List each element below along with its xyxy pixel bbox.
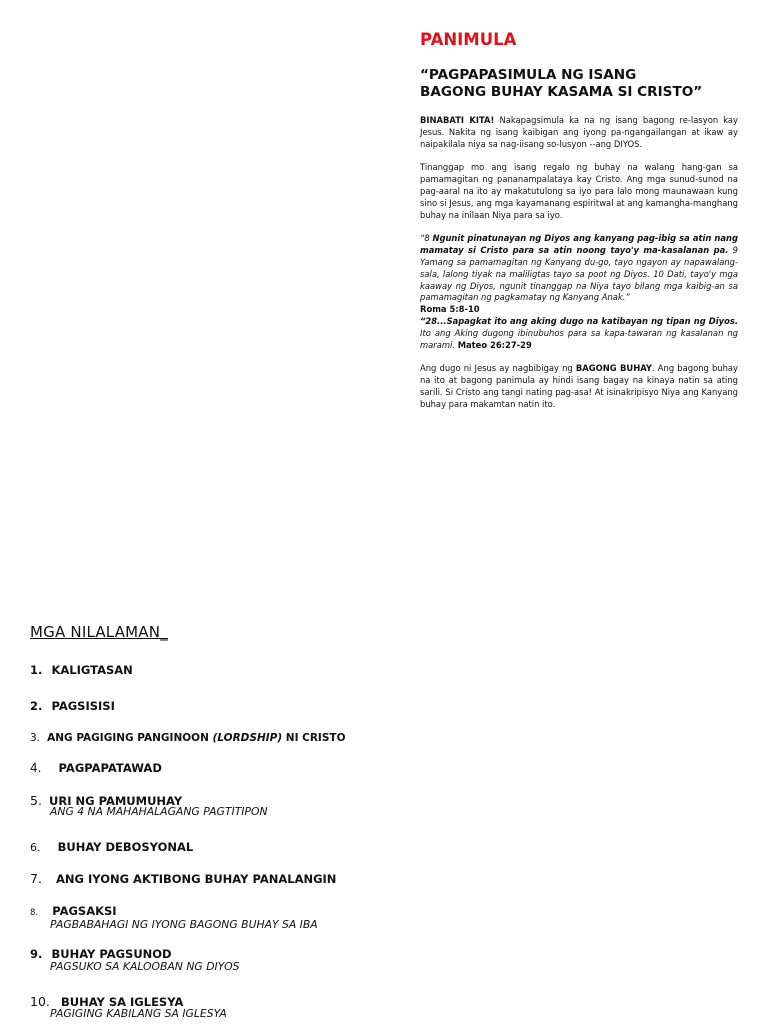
toc-label: BUHAY PAGSUNOD (51, 947, 172, 961)
toc-label-italic: (LORDSHIP) (212, 732, 283, 744)
verse-matthew-ref: Mateo 26:27-29 (457, 339, 532, 350)
verse-open: “8 (420, 233, 433, 244)
toc-label: URI NG PAMUMUHAY (49, 794, 183, 808)
toc-num: 2. (30, 699, 43, 713)
toc-num: 7. (30, 871, 42, 886)
scripture-block (420, 233, 738, 351)
toc-item-3 (30, 726, 346, 745)
toc-label: KALIGTASAN (51, 663, 133, 677)
toc-label: PAGPAPATAWAD (58, 761, 162, 775)
toc-label: PAGSISISI (51, 699, 115, 713)
toc-label: ANG IYONG AKTIBONG BUHAY PANALANGIN (56, 872, 337, 886)
intro-paragraph-2: Tinanggap mo ang isang regalo ng buhay na walang hang-gan sa pamamagitan ng pananampalataya kay Cristo. Ang mga sunud-sunod na pag-aaral na ito ay makatutulong sa iyo para lalo mong maunawaan kung sino si Jesus, ang mga kayamanang espiritwal at ang kamangha-manghang buhay na inilaan Niya para sa iyo. (420, 162, 738, 220)
section-heading: PANIMULA (420, 30, 517, 49)
verse-romans-ref: Roma 5:8-10 (420, 304, 480, 315)
p3-bold: BAGONG BUHAY (575, 363, 652, 374)
toc-num: 3. (30, 732, 41, 744)
toc-subtitle: PAGSUKO SA KALOOBAN NG DIYOS (50, 960, 240, 973)
toc-item-8 (30, 900, 117, 919)
toc-label (47, 732, 345, 744)
toc-item-4 (30, 757, 162, 776)
toc-num: 10. (30, 994, 50, 1009)
toc-num: 1. (30, 663, 43, 677)
intro-section (420, 30, 738, 411)
intro-paragraph-1-text: Nakapagsimula ka na ng isang bagong re-lasyon kay Jesus. Nakita ng isang kaibigan ang iyong pa-ngangailangan at ikaw ay naipakilala niya sa nag-iisang so-lusyon --ang DIYOS. (420, 115, 739, 149)
toc-item-7 (30, 868, 336, 887)
verse-matthew (420, 316, 738, 351)
verse-romans (420, 233, 738, 316)
toc-subtitle: PAGBABAHAGI NG IYONG BAGONG BUHAY SA IBA (50, 918, 318, 931)
toc-subtitle: ANG 4 NA MAHAHALAGANG PAGTITIPON (50, 805, 268, 818)
verse-matthew-rest: Ito ang Aking dugong ibinubuhos para sa kapa-tawaran ng kasalanan ng marami. (420, 327, 738, 350)
subtitle-line-1: “PAGPAPASIMULA NG ISANG (420, 67, 637, 83)
toc-label-a: ANG PAGIGING PANGINOON (47, 732, 213, 744)
toc-item-2 (30, 695, 115, 714)
toc-item-6 (30, 836, 193, 855)
table-of-contents (30, 623, 450, 1020)
toc-num: 6. (30, 841, 41, 854)
toc-num: 9. (30, 947, 43, 961)
greeting: BINABATI KITA! (420, 115, 495, 125)
toc-label: BUHAY DEBOSYONAL (57, 840, 194, 854)
p3-a: Ang dugo ni Jesus ay nagbibigay ng (420, 363, 576, 374)
toc-num: 5. (30, 793, 42, 808)
toc-title: MGA NILALAMAN_ (30, 623, 168, 641)
toc-num: 4. (30, 761, 42, 775)
toc-label-b: NI CRISTO (282, 732, 346, 744)
toc-item-1 (30, 659, 133, 678)
p3-b: . Ang bagong buhay na ito at bagong panimula ay hindi isang bagay na kinaya natin sa ating sarili. Si Cristo ang tangi nating pag-asa! At isinakripisyo Niya ang Kanyang buhay para makamtan natin ito. (420, 363, 738, 409)
toc-num: 8. (30, 908, 39, 918)
verse-matthew-bold: “28...Sapagkat ito ang aking dugo na katibayan ng tipan ng Diyos. (420, 315, 738, 326)
toc-label: PAGSAKSI (52, 904, 117, 918)
section-subtitle (420, 67, 738, 101)
verse-romans-bold: Ngunit pinatunayan ng Diyos ang kanyang pag-ibig sa atin nang mamatay si Cristo para sa atin noong tayo'y ma-kasalanan pa. (420, 233, 738, 256)
intro-paragraph-3 (420, 363, 738, 410)
toc-label: BUHAY SA IGLESYA (60, 995, 184, 1009)
toc-subtitle: PAGIGING KABILANG SA IGLESYA (50, 1007, 227, 1020)
subtitle-line-2: BAGONG BUHAY KASAMA SI CRISTO” (420, 84, 703, 100)
verse-romans-rest: 9 Yamang sa pamamagitan ng Kanyang du-go, tayo ngayon ay napawalang-sala, lalong tiyak na maliligtas tayo sa poot ng Diyos. 10 Dati, tayo'y mga kaaway ng Diyos, ngunit tinanggap na Niya tayo bilang mga kaibig-an sa pamamagitan ng pagkamatay ng Kanyang Anak.” (420, 245, 738, 303)
intro-paragraph-1 (420, 115, 738, 150)
